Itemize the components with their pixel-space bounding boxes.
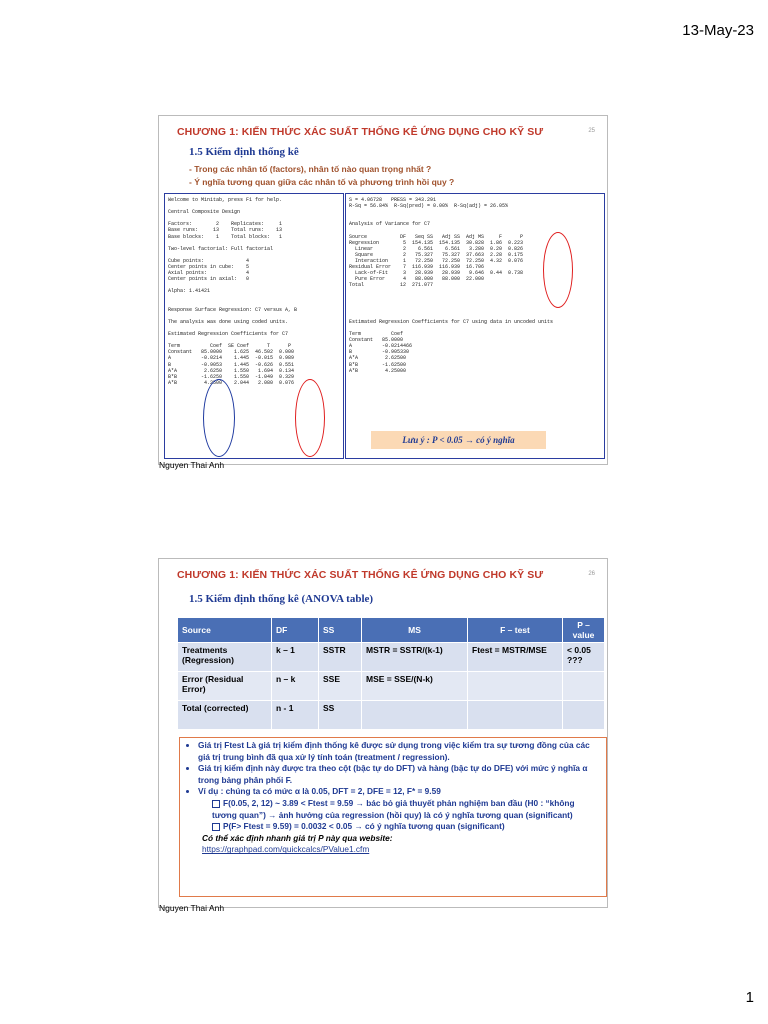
page-number: 1 <box>745 989 754 1006</box>
author-name: Nguyen Thai Anh <box>159 460 225 470</box>
cell-ss: SS <box>319 701 362 730</box>
col-header-source: Source <box>178 618 272 643</box>
checkbox-square-icon <box>212 800 220 808</box>
cell-pvalue: < 0.05 ??? <box>563 643 605 672</box>
table-row <box>178 701 605 730</box>
col-header-pvalue: P – value <box>563 618 605 643</box>
chapter-title: CHƯƠNG 1: KIẾN THỨC XÁC SUẤT THỐNG KÊ ỨNG DỤNG CHO KỸ SƯ <box>177 126 544 138</box>
minitab-output-right <box>345 193 605 459</box>
slide-26 <box>158 558 608 913</box>
checkbox-square-icon <box>212 823 220 831</box>
slide-number: 26 <box>588 571 595 577</box>
cell-ms: MSTR = SSTR/(k-1) <box>362 643 468 672</box>
cell-df: n - 1 <box>272 701 319 730</box>
author-name: Nguyen Thai Anh <box>159 903 225 913</box>
minitab-design-text: Welcome to Minitab, press F1 for help. Central Composite Design Factors: 2 Replicates: 1 Base runs: 13 Total runs: 13 Base blocks: 1 Total blocks: 1 Two-level factorial: Full factorial Cube points: 4 Center points in cube: 5 Axial points: 4 Center points in axial: 0 Alpha: 1.41421 Response Surface Regression: C7 versus A, B The analysis was done using coded units. Estimated Regression Coefficients for C7 Term Coef SE Coef T P Constant 85.0000 1.625 46.502 0.000 A -0.0214 1.445 -0.015 0.989 B -0.9053 1.445 -0.626 0.551 A*A 2.6250 1.550 1.694 0.134 B*B -1.6250 1.550 -1.049 0.329 A*B 4.2500 2.044 2.080 0.076 <box>168 197 298 386</box>
cell-pvalue <box>563 672 605 701</box>
cell-pvalue <box>563 701 605 730</box>
cell-ms <box>362 701 468 730</box>
anova-table <box>177 617 605 730</box>
table-row <box>178 672 605 701</box>
col-header-ftest: F – test <box>468 618 563 643</box>
cell-ftest: Ftest = MSTR/MSE <box>468 643 563 672</box>
pvalue-website-link[interactable]: https://graphpad.com/quickcalcs/PValue1.cfm <box>202 844 370 855</box>
bullet-ftest: • Giá trị Ftest Là giá trị kiểm định thống kê được sử dụng trong việc kiểm tra sự tương đồng của các giá trị trung bình đã qua xử lý tính toán (treatment / regression). <box>198 740 600 763</box>
section-title: 1.5 Kiểm định thống kê (ANOVA table) <box>189 593 374 605</box>
cell-ss: SSTR <box>319 643 362 672</box>
minitab-output-left <box>164 193 344 459</box>
cell-source: Treatments (Regression) <box>178 643 272 672</box>
cell-ftest <box>468 701 563 730</box>
significance-note: Lưu ý : P < 0.05 → có ý nghĩa <box>371 431 546 449</box>
cell-source: Total (corrected) <box>178 701 272 730</box>
col-header-df: DF <box>272 618 319 643</box>
cell-ss: SSE <box>319 672 362 701</box>
slide-25 <box>158 115 608 470</box>
minitab-anova-text: S = 4.06728 PRESS = 343.291 R-Sq = 56.84% R-Sq(pred) = 0.00% R-Sq(adj) = 26.05% Analysis of Variance for C7 Source DF Seq SS Adj SS Adj MS F P Regression 5 154.135 154.135 30.828 1.86 0.223 Linear 2 6.561 6.561 3.280 0.20 0.826 Square 2 75.327 75.327 37.663 2.28 0.175 Interaction 1 72.250 72.250 72.250 4.32 0.076 Residual Error 7 116.939 116.939 16.706 Lack-of-Fit 3 28.939 28.939 9.646 0.44 0.738 Pure Error 4 88.000 88.000 22.000 Total 12 271.077 Estimated Regression Coefficients for C7 using data in uncoded units Term Coef Constant 85.0000 A -0.0214466 B -0.905330 A*A 2.62500 B*B -1.62500 A*B 4.25000 <box>349 197 554 374</box>
table-header-row <box>178 618 605 643</box>
coef-highlight-oval <box>203 379 235 457</box>
cell-df: n – k <box>272 672 319 701</box>
col-header-ms: MS <box>362 618 468 643</box>
sub-point-1 <box>212 798 600 821</box>
bullet-question-1: - Trong các nhân tố (factors), nhân tố nào quan trọng nhất ? <box>189 164 432 174</box>
sub-point-2 <box>212 821 600 833</box>
bullet-lookup: • Giá trị kiểm định này được tra theo cột (bậc tự do DFT) và hàng (bậc tự do DFE) với mức ý nghĩa α trong bảng phân phối F. <box>198 763 600 786</box>
header-date: 13-May-23 <box>682 22 754 39</box>
sub-point-1-text: F(0.05, 2, 12) ~ 3.89 < Ftest = 9.59 → bác bỏ giả thuyết phản nghiệm ban đầu (H0 : “không tương quan”) → ảnh hưởng của regression (hồi quy) là có ý nghĩa tương quan (significant) <box>212 797 575 820</box>
table-row <box>178 643 605 672</box>
section-title: 1.5 Kiểm định thống kê <box>189 146 299 158</box>
anova-p-highlight-oval <box>543 232 573 308</box>
explanation-box <box>179 737 607 897</box>
cell-ftest <box>468 672 563 701</box>
cell-ms: MSE = SSE/(N-k) <box>362 672 468 701</box>
p-value-highlight-oval <box>295 379 325 457</box>
bullet-question-2: - Ý nghĩa tương quan giữa các nhân tố và phương trình hồi quy ? <box>189 177 455 187</box>
sub-point-2-text: P(F> Ftest = 9.59) = 0.0032 < 0.05 → có ý nghĩa tương quan (significant) <box>223 821 505 832</box>
cell-df: k – 1 <box>272 643 319 672</box>
col-header-ss: SS <box>319 618 362 643</box>
chapter-title: CHƯƠNG 1: KIẾN THỨC XÁC SUẤT THỐNG KÊ ỨNG DỤNG CHO KỸ SƯ <box>177 569 544 581</box>
website-intro: Có thể xác định nhanh giá trị P này qua website: <box>202 832 393 843</box>
cell-source: Error (Residual Error) <box>178 672 272 701</box>
slide-number: 25 <box>588 128 595 134</box>
bullet-example: • Ví dụ : chúng ta có mức α là 0.05, DFT = 2, DFE = 12, F* = 9.59 <box>198 786 600 798</box>
